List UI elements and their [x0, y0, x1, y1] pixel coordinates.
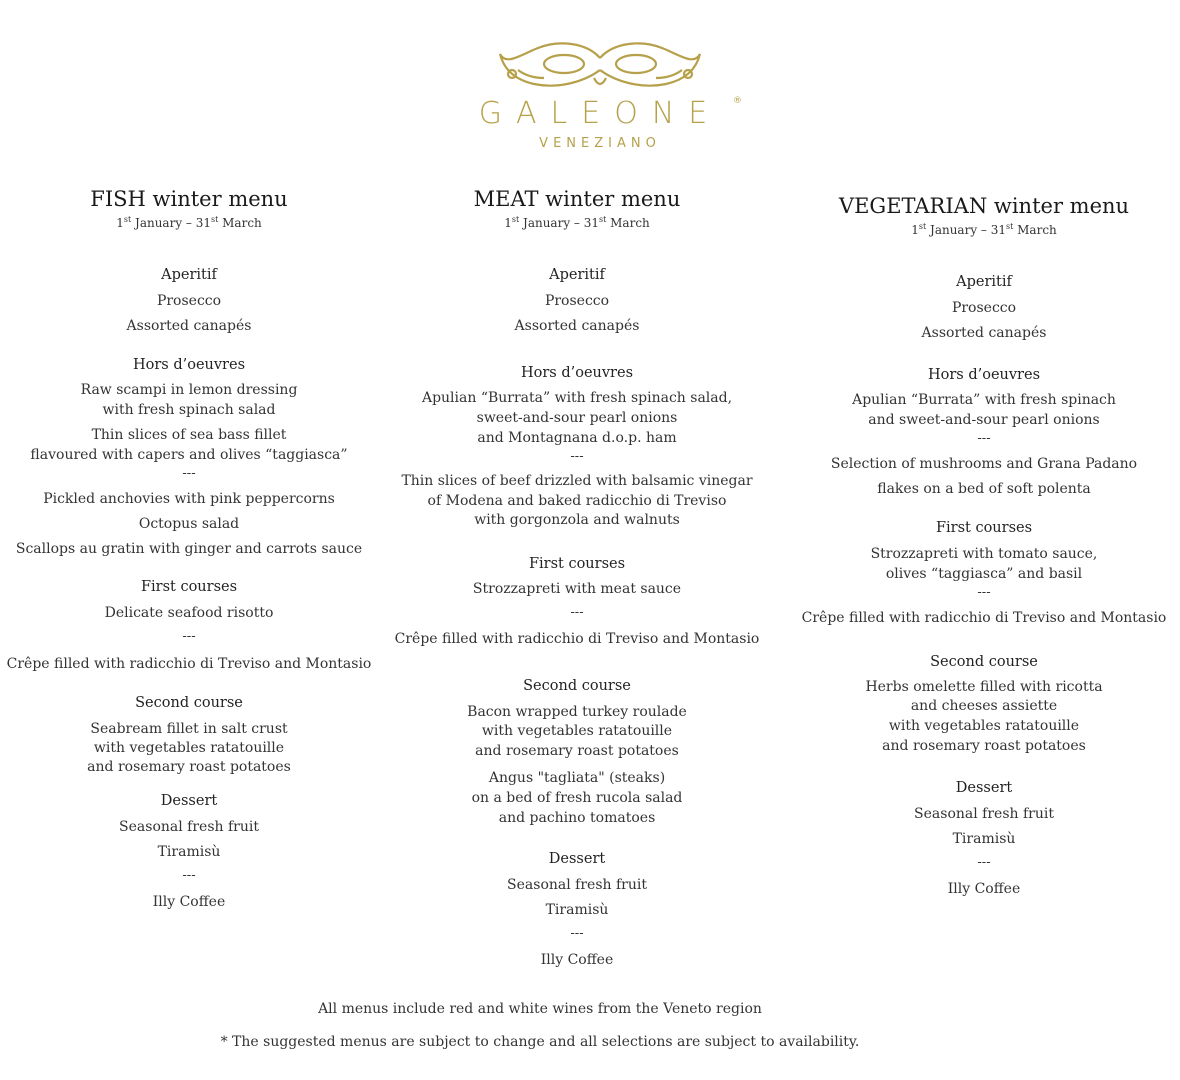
section-heading: Aperitif: [549, 267, 605, 283]
menu-item: and rosemary roast potatoes: [475, 743, 679, 759]
menu-item: and rosemary roast potatoes: [87, 759, 291, 775]
menu-item: Illy Coffee: [947, 881, 1021, 897]
menu-item: flakes on a bed of soft polenta: [877, 481, 1091, 497]
section-heading: Dessert: [955, 780, 1013, 796]
menu-item: and pachino tomatoes: [498, 810, 656, 826]
section-heading: Aperitif: [161, 267, 217, 283]
registered-mark: ®: [733, 96, 742, 106]
menu-item: and sweet-and-sour pearl onions: [868, 412, 1100, 428]
menu-item: with vegetables ratatouille: [888, 718, 1080, 734]
menu-title: FISH winter menu: [90, 187, 288, 211]
menu-item: of Modena and baked radicchio di Treviso: [427, 493, 727, 509]
vegetarian-menu-column: [788, 0, 1180, 1000]
menu-item: with gorgonzola and walnuts: [474, 512, 680, 528]
separator: ---: [977, 431, 991, 446]
menu-dates: 1st January – 31st March: [116, 215, 262, 230]
section-heading: First courses: [935, 520, 1033, 536]
section-heading: Second course: [523, 678, 631, 694]
menu-item: Crêpe filled with radicchio di Treviso and Montasio: [801, 610, 1167, 626]
separator: ---: [182, 629, 196, 644]
menu-item: Raw scampi in lemon dressing: [80, 382, 298, 398]
menu-item: with fresh spinach salad: [102, 402, 276, 418]
menu-item: Prosecco: [544, 293, 610, 309]
menu-dates: 1st January – 31st March: [504, 215, 650, 230]
separator: ---: [182, 466, 196, 481]
brand-subtitle: VENEZIANO: [539, 136, 661, 151]
menu-item: Bacon wrapped turkey roulade: [467, 704, 687, 720]
menu-item: Apulian “Burrata” with fresh spinach salad,: [421, 390, 733, 406]
section-heading: First courses: [528, 556, 626, 572]
separator: ---: [570, 605, 584, 620]
footer-disclaimer: * The suggested menus are subject to change and all selections are subject to availability.: [220, 1034, 860, 1050]
meat-menu-column: [388, 0, 766, 1000]
separator: ---: [977, 585, 991, 600]
section-heading: Second course: [930, 654, 1038, 670]
menu-item: Thin slices of beef drizzled with balsamic vinegar: [401, 473, 753, 489]
section-heading: Dessert: [160, 793, 218, 809]
section-heading: Dessert: [548, 851, 606, 867]
section-heading: Aperitif: [956, 274, 1012, 290]
menu-item: Selection of mushrooms and Grana Padano: [830, 456, 1138, 472]
menu-item: Seasonal fresh fruit: [507, 877, 647, 893]
menu-item: Thin slices of sea bass fillet: [91, 427, 287, 443]
menu-item: Seabream fillet in salt crust: [90, 721, 288, 737]
menu-item: and rosemary roast potatoes: [882, 738, 1086, 754]
fish-menu-column: [0, 0, 378, 1000]
section-heading: Hors d’oeuvres: [132, 357, 246, 373]
menu-item: Tiramisù: [545, 902, 609, 918]
separator: ---: [977, 855, 991, 870]
menu-item: Angus "tagliata" (steaks): [488, 770, 666, 786]
menu-item: with vegetables ratatouille: [481, 723, 673, 739]
menu-item: Scallops au gratin with ginger and carrots sauce: [15, 541, 363, 557]
menu-item: on a bed of fresh rucola salad: [471, 790, 683, 806]
menu-item: Delicate seafood risotto: [104, 605, 274, 621]
menu-item: Octopus salad: [138, 516, 240, 532]
section-heading: Second course: [135, 695, 243, 711]
menu-dates: 1st January – 31st March: [911, 222, 1057, 237]
menu-item: Strozzapreti with tomato sauce,: [870, 546, 1098, 562]
menu-item: Seasonal fresh fruit: [914, 806, 1054, 822]
footer-wines: All menus include red and white wines from the Veneto region: [318, 1001, 762, 1017]
menu-item: sweet-and-sour pearl onions: [476, 410, 678, 426]
menu-item: Strozzapreti with meat sauce: [472, 581, 682, 597]
menu-item: Illy Coffee: [152, 894, 226, 910]
section-heading: Hors d’oeuvres: [927, 367, 1041, 383]
menu-item: Prosecco: [951, 300, 1017, 316]
menu-title: VEGETARIAN winter menu: [838, 194, 1130, 218]
section-heading: First courses: [140, 579, 238, 595]
menu-item: Assorted canapés: [921, 325, 1047, 341]
brand-name: GALEONE: [478, 96, 722, 131]
menu-item: Crêpe filled with radicchio di Treviso and Montasio: [6, 656, 372, 672]
separator: ---: [182, 868, 196, 883]
menu-item: flavoured with capers and olives “taggiasca”: [30, 447, 348, 463]
menu-item: olives “taggiasca” and basil: [885, 566, 1083, 582]
menu-item: and Montagnana d.o.p. ham: [477, 430, 677, 446]
menu-item: Crêpe filled with radicchio di Treviso and Montasio: [394, 631, 760, 647]
section-heading: Hors d’oeuvres: [520, 365, 634, 381]
menu-item: Illy Coffee: [540, 952, 614, 968]
menu-item: with vegetables ratatouille: [93, 740, 285, 756]
menu-item: Apulian “Burrata” with fresh spinach: [852, 392, 1116, 408]
menu-item: Herbs omelette filled with ricotta: [865, 679, 1103, 695]
menu-item: Seasonal fresh fruit: [119, 819, 259, 835]
menu-item: Prosecco: [156, 293, 222, 309]
menu-item: and cheeses assiette: [910, 698, 1058, 714]
separator: ---: [570, 449, 584, 464]
menu-item: Assorted canapés: [514, 318, 640, 334]
menu-item: Pickled anchovies with pink peppercorns: [43, 491, 335, 507]
menu-title: MEAT winter menu: [473, 187, 681, 211]
menu-item: Tiramisù: [952, 831, 1016, 847]
menu-item: Tiramisù: [157, 844, 221, 860]
separator: ---: [570, 926, 584, 941]
menu-item: Assorted canapés: [126, 318, 252, 334]
